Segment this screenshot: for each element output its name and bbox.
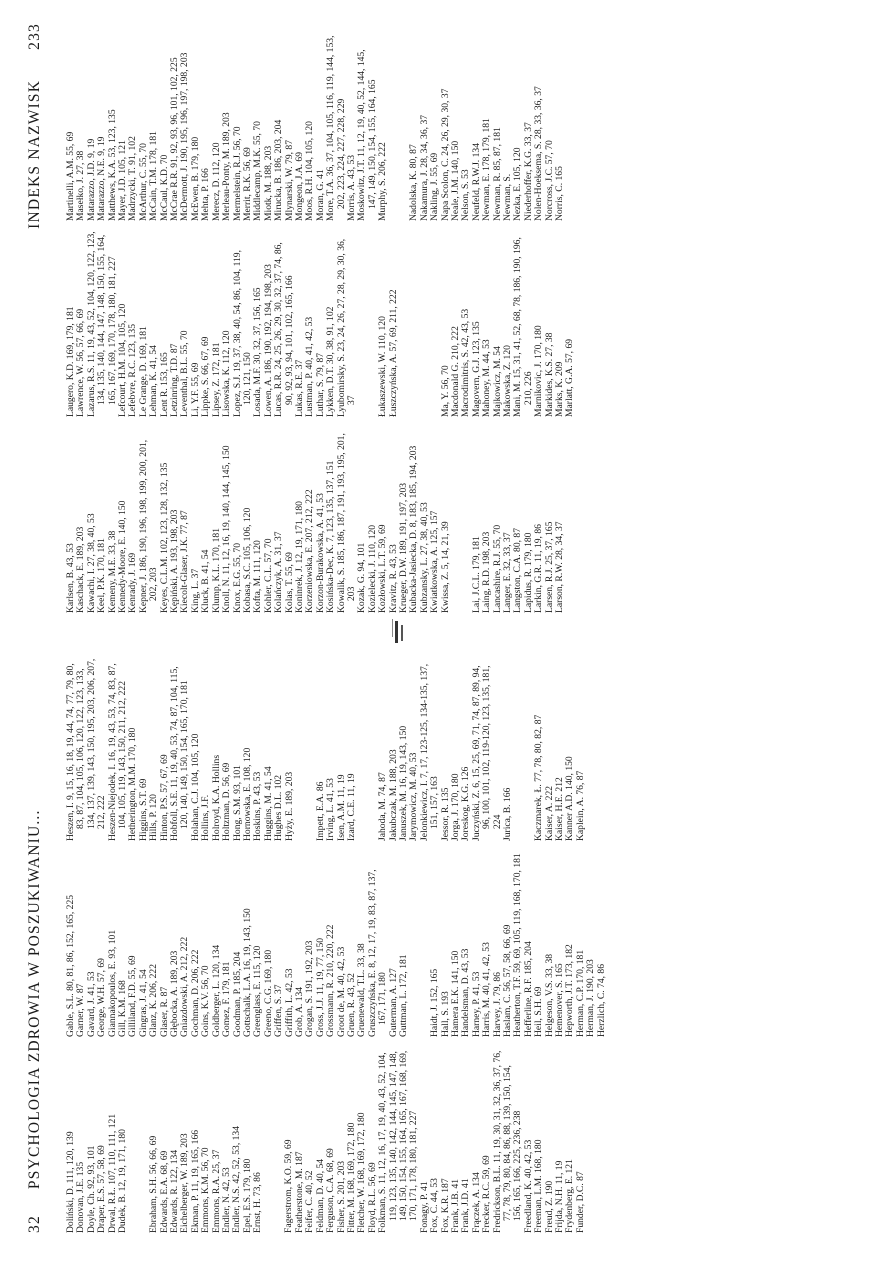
- index-entry: Newman, S.: [502, 173, 514, 221]
- index-entry: Hall, S. 193: [439, 991, 451, 1037]
- index-entry: Hughes D.L. 102: [273, 774, 285, 841]
- index-column: [66, 427, 576, 613]
- index-entry: Hepworth, J.T. 173, 182: [564, 944, 576, 1037]
- index-column: [66, 1047, 607, 1233]
- index-entry: Goodman, P. 185, 204: [231, 951, 243, 1037]
- index-entry: Gniazdowski, A. 212, 222: [179, 936, 191, 1037]
- index-entry: Nakling, J. 55, 69: [429, 152, 441, 221]
- index-entry: Larsen, R.J. 25, 37, 165: [543, 521, 555, 613]
- index-entry: Hobfoll, S.E. 11, 19, 40, 53, 74, 87, 104, 115, 120, 140, 149, 150, 154, 165, 170, 181: [169, 666, 191, 841]
- index-entry: Heil, S.H. 69: [533, 986, 545, 1037]
- index-entry: Kaczmarek, Ł. 77, 78, 80, 82, 87: [533, 714, 545, 841]
- index-entry: Norris, C. 165: [554, 166, 566, 221]
- index-entry: Holahan, C.J. 104, 105, 120: [189, 733, 201, 841]
- index-entry: Lipsey, Z. 172, 181: [210, 342, 222, 417]
- index-entry: Lefebvre, R.C. 123, 135: [127, 324, 139, 417]
- index-entry: Heatherton, T.F. 59, 69, 105, 119, 168, 170, 181: [512, 853, 524, 1037]
- index-entry: Dudek, B. 12, 19, 171, 180: [117, 1129, 129, 1233]
- index-entry: McCrae R.R. 91, 92, 93, 96, 101, 102, 225: [169, 57, 181, 221]
- index-entry: Gingras, J. 41, 54: [137, 969, 149, 1037]
- index-entry: Neufeld, R.W.J. 134: [470, 143, 482, 221]
- index-entry: Higgins, S.T. 69: [137, 778, 149, 841]
- index-entry: Moskowitz, J.T. 11, 12, 19, 40, 52, 144, 145, 147, 149, 150, 154, 155, 164, 165: [356, 49, 378, 221]
- index-entry: Ferguson, C.A. 68, 69: [325, 1148, 337, 1233]
- index-entry: Gill, K.M. 168: [117, 980, 129, 1037]
- index-entry: Donovan, J.E. 135: [75, 1161, 87, 1233]
- index-entry: Macdonald G. 210, 222: [449, 326, 461, 417]
- index-entry: Neale, J.M. 140, 150: [450, 140, 461, 221]
- index-entry: Glaser, R. 87: [158, 986, 170, 1037]
- index-entry: Hills, P. 120: [148, 794, 160, 841]
- index-entry: Izard, C.E. 11, 19: [345, 773, 357, 841]
- index-entry: Marnikovic, J. 170, 180: [533, 325, 545, 417]
- index-entry: Funder, D.C. 87: [574, 1171, 586, 1233]
- spine-mark: [395, 621, 398, 643]
- index-entry: Harney, P. 41, 53: [470, 971, 482, 1037]
- index-entry: Głębocka, A. 189, 203: [169, 950, 181, 1037]
- index-entry: Lancashire, R.J. 55, 70: [491, 524, 503, 613]
- index-entry: Endler, N. 42, 53: [221, 1167, 233, 1233]
- index-column: [66, 35, 576, 221]
- index-entry: McEwen, B. 179, 180: [189, 136, 201, 221]
- index-entry: Kobasa, S.C. 105, 106, 120: [241, 507, 253, 613]
- index-entry: Le Grange, D. 169, 181: [137, 326, 149, 417]
- index-entry: Mayer, J.D. 105, 121: [117, 140, 129, 221]
- index-entry: Impett, E.A. 86: [314, 781, 326, 841]
- index-entry: Hetherington, M.M. 170, 180: [127, 727, 139, 841]
- index-spacer: [409, 231, 419, 417]
- index-entry: Larkin, G.R. 11, 19, 86: [533, 524, 545, 613]
- left-page-number: 32: [26, 1215, 43, 1233]
- index-entry: Łukaszewski, W. 110, 120: [377, 316, 389, 417]
- index-entry: Greeno, C.G. 169, 180: [262, 949, 274, 1037]
- index-entry: Endler, N.S. 42, 52, 53, 134: [231, 1125, 243, 1233]
- right-running-head: INDEKS NAZWISK: [26, 79, 43, 229]
- index-entry: Laugero, K.D. 169, 179, 181: [65, 306, 76, 417]
- index-entry: George, W.H. 57, 69: [96, 958, 108, 1037]
- index-entry: Marlatt, G.A. 57, 69: [564, 338, 576, 417]
- index-entry: Morris, A. 43, 53: [345, 154, 357, 221]
- index-entry: Hemenover, S. 165: [554, 963, 566, 1037]
- index-entry: Nelson, S. 53: [460, 169, 472, 221]
- index-entry: King, L. 37: [189, 568, 201, 613]
- index-entry: Lai, J.C.L. 179, 181: [470, 536, 482, 613]
- index-entry: Freedland, K. 40, 42, 53: [522, 1139, 534, 1233]
- index-entry: Li, Y.F. 55, 69: [189, 362, 201, 417]
- index-entry: Gross, J.J. 11, 19, 77, 150: [314, 937, 326, 1037]
- index-entry: Kemeny, M.E. 33, 38: [106, 530, 118, 613]
- index-entry: Keyes, C.L.M. 102, 123, 128, 132, 135: [158, 462, 170, 613]
- index-entry: Gilliland, F.D. 55, 69: [127, 955, 139, 1037]
- index-entry: Ernst, H. 73, 86: [252, 1172, 264, 1233]
- spine-mark: [401, 625, 403, 641]
- index-entry: Kolas, T. 55, 69: [283, 552, 295, 613]
- index-spacer: [295, 655, 305, 841]
- index-entry: Hyży, E. 189, 203: [283, 771, 295, 841]
- index-entry: Emmons, R.A. 25, 37: [210, 1149, 222, 1233]
- index-entry: Doliński, D. 111, 120, 139: [65, 1131, 76, 1233]
- index-entry: Huggins, M. 41, 54: [262, 766, 274, 841]
- index-entry: Kubacka-Jasiecka, D. 8, 183, 185, 194, 203: [408, 445, 420, 613]
- index-entry: Kaiser, A. 222: [543, 785, 555, 841]
- index-spacer: [409, 851, 419, 1037]
- index-entry: Merrit, R.K. 56, 69: [241, 147, 253, 221]
- index-entry: Kluck, B. 41, 54: [200, 549, 212, 613]
- index-entry: Napa Scolon, C. 24, 26, 29, 30, 37: [439, 88, 451, 221]
- index-entry: Isen, A.M. 11, 19: [335, 774, 347, 841]
- index-entry: Merleau-Ponty, M. 189, 203: [221, 112, 233, 221]
- index-entry: Mlynarski, W. 79, 87: [283, 139, 295, 221]
- index-spacer: [264, 1047, 274, 1233]
- index-entry: Eichelberger, W. 189, 203: [179, 1133, 191, 1233]
- index-entry: Fox, C. 44, 53: [429, 1178, 441, 1233]
- index-entry: Jelonkiewicz, I. 7, 17, 123-125, 134-135, 137, 151, 157, 163: [418, 663, 441, 841]
- index-entry: Feldman, D. 40, 54: [314, 1158, 326, 1233]
- index-entry: Kiecolt-Glaser, J.K. 77, 87: [179, 510, 191, 613]
- index-entry: Jurica, B. 166: [502, 787, 513, 841]
- index-entry: Floyd, R.L. 56, 69: [366, 1162, 378, 1233]
- index-entry: Goldberger, L. 120, 134: [210, 944, 222, 1037]
- right-page-header: [26, 23, 44, 229]
- index-entry: Krueger, D.W. 189, 191, 197, 203: [398, 482, 409, 613]
- index-entry: Niederhoffer, K.G. 33, 37: [522, 122, 534, 221]
- index-entry: Hinton, P.S. 57, 67, 69: [158, 754, 170, 841]
- index-entry: Mahoney, M. 44, 53: [481, 339, 493, 417]
- index-entry: Kaplein, A. 76, 87: [574, 770, 586, 841]
- index-entry: Newman, R. 85, 87, 181: [491, 127, 503, 221]
- index-entry: Lykken, D.T. 30, 38, 91, 102: [325, 306, 337, 417]
- index-entry: Frank, J.D. 41: [460, 1178, 472, 1233]
- index-entry: Kubzansky, L. 27, 38, 40, 53: [418, 502, 430, 613]
- index-entry: Edwards, R. 122, 134: [169, 1149, 181, 1233]
- index-column: [66, 655, 607, 841]
- index-entry: Murphy, S. 206, 222: [377, 142, 389, 221]
- right-page: [0, 3, 893, 623]
- index-entry: Frydenberg, E. 121: [564, 1159, 576, 1233]
- index-entry: Kowalik, S. 185, 186, 187, 191, 193, 195, 201, 203: [335, 433, 357, 613]
- index-entry: Goins, K.V. 56, 70: [200, 965, 212, 1037]
- index-entry: Moran, G. 41: [314, 169, 326, 221]
- index-entry: Kofta, M. 111, 120: [252, 540, 264, 613]
- index-entry: Kosińska-Dec, K. 7, 123, 135, 137, 151: [325, 460, 337, 613]
- index-entry: Macrodimitris, S. 42, 43, 53: [460, 308, 472, 417]
- index-entry: Frecker, R.C. 59, 69: [481, 1155, 493, 1233]
- right-page-number: 233: [26, 23, 43, 50]
- index-entry: Lopez, S.J. 19, 37, 38, 40, 54, 86, 104, 119, 120, 121, 150: [231, 250, 253, 417]
- index-entry: Jessor, R. 135: [439, 787, 451, 841]
- index-entry: Leventhal, B.L. 55, 70: [179, 330, 191, 417]
- index-entry: Grob, A. 134: [293, 986, 305, 1037]
- index-entry: Nakamura, J. 28, 34, 36, 37: [418, 114, 430, 221]
- index-entry: Lustman, P. 40, 41, 42, 53: [304, 316, 316, 417]
- index-spacer: [128, 1047, 138, 1233]
- index-entry: Hamera E.K. 141, 150: [450, 950, 461, 1037]
- index-entry: Kozielecki, J. 110, 120: [366, 524, 378, 613]
- index-entry: Juczyński, Z. 6, 15, 25, 69, 71, 74, 87, 89, 94, 96, 100, 101, 102, 119-120, 123, 135, 181, 224: [470, 665, 503, 841]
- index-entry: Kohler, C.L. 57, 70: [262, 538, 274, 613]
- index-entry: Lyubomirsky, S. 23, 24, 26, 27, 28, 29, 30, 36, 37: [335, 238, 357, 417]
- index-entry: Frączek, A. 134: [470, 1172, 482, 1233]
- index-spacer: [357, 231, 367, 417]
- index-entry: Gomez, F. 179, 181: [221, 961, 233, 1037]
- index-entry: Joreskog, K.G. 126: [460, 766, 472, 841]
- index-entry: Fonagy, P. 41: [418, 1181, 430, 1233]
- index-entry: Herzlich, C. 74, 86: [595, 963, 607, 1037]
- index-entry: Hornowska, E. 108, 120: [241, 747, 253, 841]
- index-entry: Doyle, Ch. 92, 93, 101: [85, 1145, 97, 1233]
- index-entry: Mani, M. 15, 31, 41, 52, 68, 78, 186, 190, 196, 210, 226: [512, 237, 534, 417]
- index-entry: Herman, J. 190, 203: [585, 959, 597, 1037]
- index-entry: Lukas, R.E. 37: [293, 359, 305, 417]
- index-entry: Kozłowski, L.T. 59, 69: [377, 524, 389, 613]
- index-spacer: [451, 427, 461, 613]
- index-entry: Keel, P.K. 170, 181: [96, 538, 108, 613]
- index-entry: Lent R. 153, 165: [158, 352, 170, 417]
- index-entry: Magovern, G.J. 123, 135: [470, 321, 482, 417]
- index-entry: Holroyd, K.A. Hollins: [210, 754, 222, 841]
- index-entry: Masełko, J. 27, 38: [75, 150, 87, 221]
- index-entry: Grossmann, R. 210, 220, 222: [325, 924, 337, 1037]
- index-entry: Lisowska, K. 112, 120: [221, 330, 233, 417]
- index-entry: Gochman, D. 206, 222: [189, 949, 201, 1037]
- index-entry: Markides, K.S. 27, 38: [543, 332, 555, 417]
- left-page: [0, 643, 893, 1263]
- index-entry: Hong, S.M. 93, 101: [231, 765, 243, 841]
- index-entry: Jahoda, M. 74, 87: [377, 772, 389, 841]
- index-entry: Heszen-Niejodek, I. 16, 19, 43, 53, 74, 83, 87, 104, 105, 119, 143, 150, 211, 212, 222: [106, 663, 129, 841]
- index-entry: Griffen, S. 37: [273, 984, 285, 1037]
- index-spacer: [420, 231, 430, 417]
- index-entry: Greenglass, E. 115, 120: [252, 945, 264, 1037]
- index-entry: Kaiser, H.E. 212: [554, 777, 565, 841]
- index-entry: Kolańczyk, A. 31, 37: [273, 531, 285, 613]
- index-spacer: [399, 231, 409, 417]
- index-spacer: [357, 655, 367, 841]
- index-entry: Jorga, J. 170, 180: [449, 773, 461, 841]
- index-entry: Ma, Y. 56, 70: [439, 365, 451, 417]
- index-entry: Middlecamp, M.K. 55, 70: [252, 121, 264, 221]
- index-entry: Ebraham, S.H. 56, 66, 69: [148, 1135, 160, 1233]
- index-entry: Marks, K. 209: [554, 361, 565, 417]
- index-entry: Letzinring, T.D. 87: [169, 343, 181, 417]
- index-entry: Kwissa, Z. 5, 14, 21, 39: [439, 521, 451, 613]
- index-entry: Guterman, A. 127: [387, 968, 399, 1037]
- index-entry: Lefcourt, H.M. 104, 105, 120: [117, 303, 129, 417]
- index-entry: Featherstone, M. 187: [293, 1151, 305, 1233]
- index-entry: Folkman, S. 11, 12, 16, 17, 19, 40, 43, 52, 104, 119, 123, 135, 140, 142, 144, 145, 147, 148, 149, 150, 154, 155, 164, 165, 167, 168, 169, 170, 171, 178, 180, 181, 227: [377, 1050, 420, 1233]
- index-entry: Madrzycki, T. 91, 102: [127, 136, 139, 221]
- index-entry: Herman, C.P. 170, 181: [574, 949, 586, 1037]
- index-entry: Hefferline, R.F. 185, 204: [522, 941, 534, 1037]
- index-entry: Griffith, L. 42, 53: [283, 968, 295, 1037]
- index-entry: Koninrek, J. 12, 19, 171, 180: [293, 501, 305, 613]
- index-entry: Matarazzo, J.D. 9, 19: [85, 138, 97, 221]
- index-entry: Feifer, C. 40, 52: [304, 1170, 316, 1233]
- index-entry: Kawachi, I. 27, 38, 40, 53: [85, 513, 97, 613]
- index-entry: Fox, K.R. 187: [439, 1178, 451, 1233]
- index-entry: Mirucka, B. 186, 203, 204: [273, 119, 285, 221]
- index-entry: Holtzman, D. 56, 69: [221, 762, 233, 841]
- index-entry: Martinelli, A.M. 55, 69: [65, 131, 76, 221]
- right-index-columns: [66, 25, 576, 613]
- index-spacer: [430, 231, 440, 417]
- index-entry: Freud, Z. 190: [543, 1180, 555, 1233]
- index-entry: Edwards, E.A. 68, 69: [158, 1150, 170, 1233]
- left-page-header: [26, 809, 44, 1233]
- index-entry: Freeman, L.M. 168, 180: [533, 1139, 545, 1233]
- index-column: [66, 851, 607, 1037]
- index-entry: Harris, M. 40, 41, 42, 53: [481, 942, 493, 1037]
- index-spacer: [513, 655, 523, 841]
- index-entry: Gruen, R. 43, 52: [345, 973, 357, 1037]
- index-entry: Losada, M.F. 30, 32, 37, 156, 165: [252, 287, 264, 417]
- index-entry: Norcross, J.C. 57, 70: [543, 140, 555, 221]
- index-entry: Januszek, M. 16, 19, 143, 150: [397, 725, 409, 841]
- index-entry: Łuszczyńska, A. 57, 69, 211, 222: [387, 289, 399, 417]
- index-entry: Grogan, S. 191, 192, 203: [304, 940, 316, 1037]
- index-entry: Drwal, R.Ł. 107, 110, 111, 121: [106, 1113, 118, 1233]
- index-entry: Newman, E. 178, 179, 181: [481, 118, 493, 221]
- index-entry: Glanz, K. 206, 222: [148, 963, 160, 1037]
- index-entry: Korzeniowska, E. 207, 212, 222: [304, 489, 316, 613]
- index-entry: Gavard, J. 41, 53: [85, 971, 97, 1037]
- index-entry: Mongeon, J.A. 69: [293, 151, 305, 221]
- index-entry: Kepner, J. 186, 190, 196, 198, 199, 200, 201, 202, 203: [137, 439, 160, 613]
- index-entry: Jarymowicz, M. 40, 53: [408, 752, 420, 841]
- index-entry: McCaul, K.D. 70: [158, 154, 170, 221]
- index-entry: Fredrickson, B.L. 11, 19, 30, 31, 32, 36, 37, 76, 77, 78, 79, 80, 84, 86, 88, 139, 150, 154, 156, 165, 166, 225, 236, 238: [491, 1050, 524, 1233]
- index-entry: McDermott, J. 190, 195, 196, 197, 198, 203: [179, 52, 191, 221]
- index-entry: Haslam, C. 56, 57, 58, 66, 69: [502, 924, 514, 1037]
- index-entry: Lazarus, R.S. 11, 19, 43, 52, 104, 120, 122, 123, 134, 135, 140, 144, 147, 148, 150, 155, 164, 165, 167, 169, 170, 178, 180, 181, 227: [85, 231, 118, 417]
- index-entry: Knoll, N. 11, 12, 16, 19, 140, 144, 145, 150: [221, 445, 233, 613]
- index-entry: Fisher, S. 201, 203: [335, 1160, 347, 1233]
- index-entry: Hoskins, P. 43, 53: [252, 771, 264, 841]
- index-entry: Larson, R.W. 28, 34, 37: [554, 521, 566, 613]
- index-entry: Epel, E.S. 179, 180: [241, 1158, 253, 1233]
- index-entry: Hollins, J.F.: [200, 794, 212, 841]
- index-entry: Matarazzo, N.E. 9, 19: [96, 136, 108, 221]
- index-entry: Helgeson, V.S. 33, 38: [543, 953, 555, 1037]
- index-entry: Makowska, Z. 120: [501, 345, 513, 417]
- index-entry: Fagerstrom, K.O. 59, 69: [283, 1139, 295, 1233]
- index-entry: Kenrady, J. 169: [127, 552, 139, 613]
- index-entry: Gruszczyńska, E. 8, 12, 17, 19, 83, 87, 137, 167, 171, 180: [366, 869, 389, 1037]
- index-entry: Miotk, M. 188, 203: [262, 145, 274, 221]
- index-entry: Luthar, S. 79, 87: [314, 352, 326, 417]
- index-entry: Handelsman, D. 43, 53: [460, 948, 472, 1037]
- index-entry: Majkowicz, M. 54: [491, 346, 503, 417]
- index-entry: Haidt, J. 152, 165: [429, 968, 441, 1037]
- index-column: [66, 231, 576, 417]
- index-entry: Kennedy-Moore, E. 140, 150: [117, 500, 129, 613]
- index-entry: Harvey, J. 79, 86: [491, 972, 503, 1037]
- index-entry: Kozak, G. 94, 101: [356, 542, 368, 613]
- left-index-columns: [66, 645, 607, 1233]
- index-entry: Frijda, N.H. 11, 19: [554, 1160, 566, 1233]
- index-entry: Lippke, S. 66, 67, 69: [200, 336, 212, 417]
- index-entry: Groot de, M. 40, 42, 53: [335, 946, 347, 1037]
- index-entry: Knox, E.G. 55, 70: [231, 542, 243, 613]
- index-entry: Jakubczak, M. 188, 203: [387, 749, 399, 841]
- index-entry: Moos, R.H. 104, 105, 120: [304, 121, 316, 221]
- index-entry: Laing, R.D. 198, 203: [481, 531, 493, 613]
- index-entry: Giannakopoulos, E. 93, 101: [106, 929, 118, 1037]
- index-entry: Gottschalk, L.A. 16, 19, 143, 150: [241, 908, 253, 1037]
- index-entry: McCain, T.M. 178, 181: [148, 131, 160, 221]
- index-entry: Nolen-Hoeksema, S. 28, 33, 36, 37: [533, 86, 545, 221]
- index-entry: Frank, J.B. 41: [449, 1178, 461, 1233]
- index-entry: Kępiński, A. 193, 198, 203: [169, 509, 181, 613]
- index-entry: Mermelstein, R.J. 56, 70: [231, 126, 243, 221]
- index-entry: Fitter, M. 168, 169, 172, 180: [345, 1122, 357, 1233]
- index-entry: Kwiatkowska, A. 125, 157: [429, 510, 441, 613]
- index-entry: Korzon-Burakowska, A. 41, 53: [314, 493, 326, 613]
- index-entry: Nadolska, K. 80, 87: [408, 144, 420, 221]
- index-entry: Guttman, L. 172, 181: [398, 954, 409, 1037]
- index-entry: Kravitz, R. 43, 53: [387, 544, 399, 613]
- index-entry: Lawrence, W. 56, 57, 66, 69: [75, 308, 87, 417]
- index-entry: Matthews, K.A. 53, 123, 135: [106, 109, 118, 221]
- index-entry: Garner, W. 87: [75, 983, 87, 1037]
- index-entry: Irving, L. 41, 53: [325, 778, 337, 841]
- index-entry: Nezka, E. 105, 120: [512, 147, 524, 221]
- index-entry: McArthur, C. 55, 70: [137, 143, 149, 221]
- index-entry: More, T.A. 36, 37, 104, 105, 116, 119, 144, 153, 202, 223, 224, 227, 228, 229: [325, 35, 347, 221]
- index-entry: Langston, C.A. 80, 87: [512, 527, 524, 613]
- index-entry: Gruenewald, T.L. 33, 38: [356, 943, 368, 1037]
- index-entry: Gable, S.L. 80, 81, 86, 152, 165, 225: [65, 894, 76, 1037]
- index-entry: Fletcher, W. 168, 169, 172, 180: [356, 1112, 368, 1233]
- index-entry: Merecz, D. 112, 120: [210, 142, 222, 221]
- index-spacer: [389, 35, 399, 221]
- left-running-head: PSYCHOLOGIA ZDROWIA W POSZUKIWANIU...: [26, 809, 43, 1190]
- index-entry: Kanner A.D. 140, 150: [564, 756, 576, 841]
- index-entry: Klump, K.L. 170, 181: [210, 527, 222, 613]
- index-entry: Lucas, R.R. 24, 25, 26, 29, 30, 32, 37, 74, 86, 90, 92, 93, 94, 101, 102, 165, 166: [273, 242, 295, 417]
- index-entry: Langer, E. 32, 33, 37: [502, 532, 514, 613]
- index-entry: Ekman, P. 11, 19, 165, 166: [189, 1129, 201, 1233]
- index-entry: Emmons, K.M. 56, 70: [200, 1147, 212, 1233]
- index-entry: Mehta, P. 166: [200, 168, 212, 221]
- index-entry: Draper, E.S. 57, 58, 69: [96, 1145, 108, 1233]
- index-entry: Kaschack, E. 189, 203: [75, 526, 87, 613]
- index-entry: Lapidus, R. 179, 180: [522, 532, 534, 613]
- index-entry: Karlsen, B. 43, 53: [65, 543, 76, 613]
- index-entry: Lowen, A. 186, 190, 192, 194, 198, 203: [262, 264, 274, 417]
- index-entry: Lehman, K. 41, 54: [148, 345, 160, 417]
- index-entry: Heszen, I. 9, 15, 16, 18, 19, 44, 74, 77, 79, 80, 83, 87, 104, 105, 106, 120, 122, 123, 133, 134, 137, 139, 143, 150, 195, 203, 206, 207, 212, 222: [65, 658, 108, 841]
